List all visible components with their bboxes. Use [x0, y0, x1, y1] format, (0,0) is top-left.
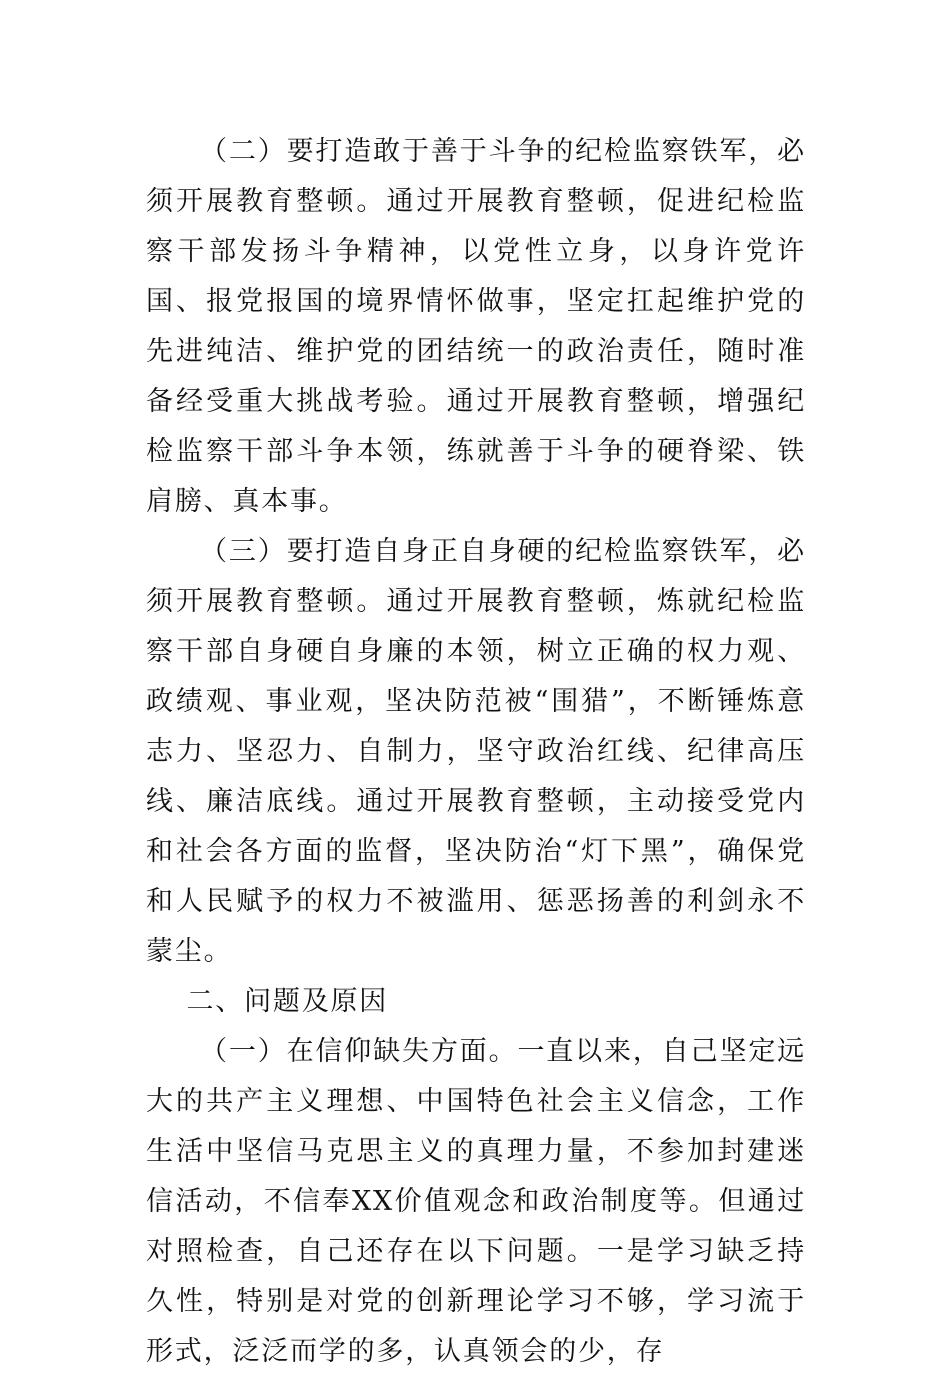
paragraph-section-two-point-one: （一）在信仰缺失方面。一直以来，自己坚定远大的共产主义理想、中国特色社会主义信念，工作生活中坚信马克思主义的真理力量，不参加封建迷信活动，不信奉XX价值观念和政治制度等。但通过对照检查，自己还存在以下问题。一是学习缺乏持久性，特别是对党的创新理论学习不够，学习流于形式，泛泛而学的多，认真领会的少，存 [146, 1036, 806, 1367]
paragraph-section-one-point-two: （二）要打造敢于善于斗争的纪检监察铁军，必须开展教育整顿。通过开展教育整顿，促进纪检监察干部发扬斗争精神，以党性立身，以身许党许国、报党报国的境界情怀做事，坚定扛起维护党的先进纯洁、维护党的团结统一的政治责任，随时准备经受重大挑战考验。通过开展教育整顿，增强纪检监察干部斗争本领，练就善于斗争的硬脊梁、铁肩膀、真本事。 [146, 136, 806, 517]
paragraph-section-one-point-three: （三）要打造自身正自身硬的纪检监察铁军，必须开展教育整顿。通过开展教育整顿，炼就纪检监察干部自身硬自身廉的本领，树立正确的权力观、政绩观、事业观，坚决防范被“围猎”，不断锤炼意志力、坚忍力、自制力，坚守政治红线、纪律高压线、廉洁底线。通过开展教育整顿，主动接受党内和社会各方面的监督，坚决防治“灯下黑”，确保党和人民赋予的权力不被滥用、惩恶扬善的利剑永不蒙尘。 [146, 536, 806, 967]
section-heading: 二、问题及原因 [186, 986, 389, 1017]
document-body [146, 127, 806, 1377]
